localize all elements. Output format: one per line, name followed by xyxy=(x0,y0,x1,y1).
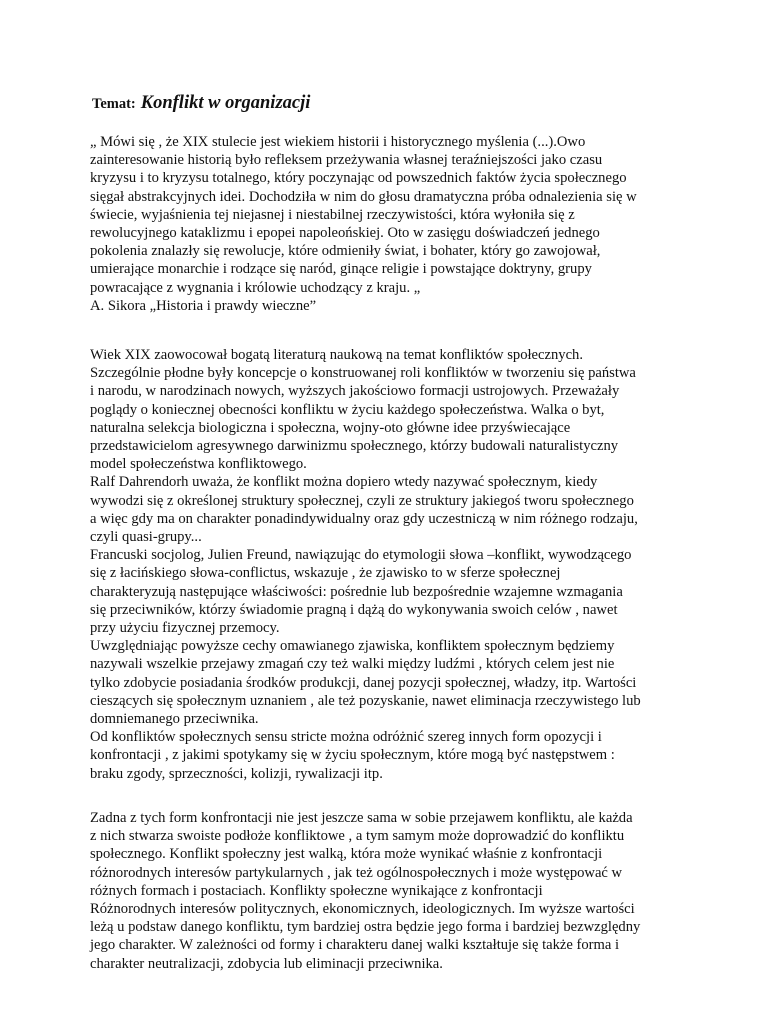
text-line: leżą u podstaw danego konfliktu, tym bardziej ostra będzie jego forma i bardziej bezwzględny xyxy=(90,919,641,936)
text-line: Różnorodnych interesów politycznych, ekonomicznych, ideologicznych. Im wyższe wartości xyxy=(90,901,635,918)
document-title-row xyxy=(92,93,310,114)
text-line: braku zgody, sprzeczności, kolizji, rywalizacji itp. xyxy=(90,765,383,782)
text-line: zainteresowanie historią było refleksem przeżywania własnej teraźniejszości jako czasu xyxy=(90,152,603,169)
text-line: naturalna selekcja biologiczna i społeczna, wojny-oto główne idee przyświecające xyxy=(90,419,571,436)
text-line: się z łacińskiego słowa-conflictus, wskazuje , że zjawisko to w sferze społecznej xyxy=(90,565,561,582)
text-line: jego charakter. W zależności od formy i charakteru danej walki kształtuje się także forma i xyxy=(90,937,620,954)
body-paragraph-1 xyxy=(90,346,690,783)
text-line: przedstawicielom agresywnego darwinizmu społecznego, którzy budowali naturalistyczny xyxy=(90,438,619,455)
text-line: cieszących się społecznym uznaniem , ale też pozyskanie, nawet eliminacja rzeczywistego lub xyxy=(90,692,641,709)
text-line: powracające z wygnania i królowie uchodzący z kraju. „ xyxy=(90,279,421,296)
text-line: społecznego. Konflikt społeczny jest walką, która może wynikać właśnie z konfrontacji xyxy=(90,846,603,863)
text-line: i narodu, w narodzinach nowych, wyższych jakościowo formacji ustrojowych. Przeważały xyxy=(90,383,620,400)
text-line: świecie, wyjaśnienia tej niejasnej i niestabilnej rzeczywistości, która wyłoniła się z xyxy=(90,206,575,223)
text-line: domniemanego przeciwnika. xyxy=(90,711,259,728)
quote-paragraph xyxy=(90,133,690,315)
title-label: Temat: xyxy=(92,96,136,112)
text-line: Francuski socjolog, Julien Freund, nawiązując do etymologii słowa –konflikt, wywodzącego xyxy=(90,547,632,564)
text-line: Wiek XIX zaowocował bogatą literaturą naukową na temat konfliktów społecznych. xyxy=(90,347,583,363)
text-line: charakter neutralizacji, zdobycia lub eliminacji przeciwnika. xyxy=(90,955,443,972)
text-line: nazywali wszelkie przejawy zmagań czy też walki między ludźmi , których celem jest nie xyxy=(90,656,615,673)
text-line: rewolucyjnego kataklizmu i epopei napoleońskiej. Oto w zasięgu doświadczeń jednego xyxy=(90,225,600,242)
text-line: Ralf Dahrendorh uważa, że konflikt można dopiero wtedy nazywać społecznym, kiedy xyxy=(90,474,598,491)
text-line: pokolenia znalazły się rewolucje, które odmieniły świat, i bohater, który go zawojował, xyxy=(90,243,601,260)
text-line: Zadna z tych form konfrontacji nie jest jeszcze sama w sobie przejawem konfliktu, ale każda xyxy=(90,810,633,826)
text-line: różnych formach i postaciach. Konflikty społeczne wynikające z konfrontacji xyxy=(90,882,543,899)
text-line: Szczególnie płodne były koncepcje o konstruowanej roli konfliktów w tworzeniu się państwa xyxy=(90,365,636,382)
page-title: Konflikt w organizacji xyxy=(140,93,311,113)
text-line: poglądy o koniecznej obecności konfliktu w życiu każdego społeczeństwa. Walka o byt, xyxy=(90,401,605,418)
text-line: „ Mówi się , że XIX stulecie jest wiekiem historii i historycznego myślenia (...).Owo xyxy=(90,134,586,150)
text-line: A. Sikora „Historia i prawdy wieczne” xyxy=(90,297,317,314)
text-line: umierające monarchie i rodzące się naród, ginące religie i powstające doktryny, grupy xyxy=(90,261,592,278)
text-line: charakteryzują następujące właściwości: pośrednie lub bezpośrednie wzajemne wzmagania xyxy=(90,583,623,600)
text-line: model społeczeństwa konfliktowego. xyxy=(90,456,307,473)
text-line: się przeciwników, którzy świadomie pragną i dążą do wykonywania swoich celów , nawet xyxy=(90,601,618,618)
text-line: sięgał abstrakcyjnych idei. Dochodziła w nim do głosu dramatyczna próba odnalezienia się w xyxy=(90,188,637,205)
text-line: z nich stwarza swoiste podłoże konfliktowe , a tym samym może doprowadzić do konfliktu xyxy=(90,828,625,845)
text-line: przy użyciu fizycznej przemocy. xyxy=(90,620,280,637)
text-line: Uwzględniając powyższe cechy omawianego zjawiska, konfliktem społecznym będziemy xyxy=(90,638,615,655)
text-line: wywodzi się z określonej struktury społecznej, czyli ze struktury jakiegoś tworu społecznego xyxy=(90,492,634,509)
text-line: a więc gdy ma on charakter ponadindywidualny oraz gdy uczestniczą w nim różnego rodzaju, xyxy=(90,510,638,527)
text-line: czyli quasi-grupy... xyxy=(90,529,202,546)
text-line: różnorodnych interesów partykularnych , jak też ogólnospołecznych i może występować w xyxy=(90,864,623,881)
text-line: Od konfliktów społecznych sensu stricte można odróżnić szereg innych form opozycji i xyxy=(90,729,602,746)
body-paragraph-2 xyxy=(90,809,690,973)
text-line: tylko zdobycie posiadania środków produkcji, danej pozycji społecznej, władzy, itp. Wartości xyxy=(90,674,637,691)
text-line: konfrontacji , z jakimi spotykamy się w życiu społecznym, które mogą być następstwem : xyxy=(90,747,615,764)
text-line: kryzysu i to kryzysu totalnego, który poczynając od powszednich faktów życia społecznego xyxy=(90,170,627,187)
